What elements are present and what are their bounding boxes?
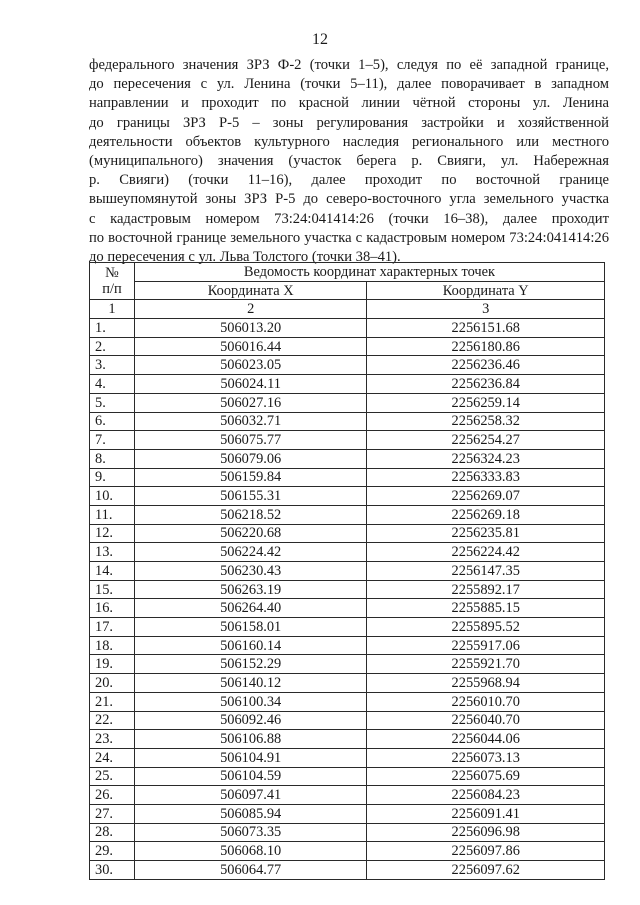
row-number-cell: 21. (90, 692, 135, 711)
row-number-cell: 12. (90, 524, 135, 543)
row-number-cell: 17. (90, 618, 135, 637)
row-number-cell: 29. (90, 842, 135, 861)
coordinate-y-cell: 2256180.86 (367, 337, 605, 356)
coordinate-y-cell: 2255921.70 (367, 655, 605, 674)
table-column-header-row (90, 281, 605, 300)
table-title-row (90, 263, 605, 282)
coordinate-x-cell: 506224.42 (134, 543, 367, 562)
coordinate-x-cell: 506073.35 (134, 823, 367, 842)
coordinate-x-cell: 506032.71 (134, 412, 367, 431)
coordinate-y-cell: 2256258.32 (367, 412, 605, 431)
row-number-cell: 26. (90, 786, 135, 805)
coordinate-x-cell: 506264.40 (134, 599, 367, 618)
table-row (90, 562, 605, 581)
table-row (90, 804, 605, 823)
table-row (90, 487, 605, 506)
table-row (90, 655, 605, 674)
coordinate-x-cell: 506106.88 (134, 730, 367, 749)
table-row (90, 543, 605, 562)
coordinate-y-cell: 2256254.27 (367, 431, 605, 450)
coordinate-x-cell: 506016.44 (134, 337, 367, 356)
coordinate-x-cell: 506218.52 (134, 505, 367, 524)
coordinate-x-cell: 506027.16 (134, 393, 367, 412)
row-number-cell: 2. (90, 337, 135, 356)
paragraph-line: до пересечения с ул. Льва Толстого (точки 38–41). (89, 249, 401, 266)
paragraph-line: федерального значения ЗРЗ Ф-2 (точки 1–5), следуя по её западной границе, (89, 57, 609, 73)
row-number-cell: 6. (90, 412, 135, 431)
table-row (90, 786, 605, 805)
coordinate-y-cell: 2255895.52 (367, 618, 605, 637)
table-title: Ведомость координат характерных точек (134, 263, 604, 282)
paragraph-line: до пересечения с ул. Ленина (точки 5–11), далее поворачивает в западном (89, 76, 609, 93)
coordinate-x-cell: 506159.84 (134, 468, 367, 487)
coordinate-x-cell: 506064.77 (134, 861, 367, 880)
coordinate-x-cell: 506097.41 (134, 786, 367, 805)
table-row (90, 599, 605, 618)
table-row (90, 711, 605, 730)
coordinate-y-cell: 2256073.13 (367, 748, 605, 767)
row-number-cell: 14. (90, 562, 135, 581)
coordinate-y-cell: 2256224.42 (367, 543, 605, 562)
paragraph-line: вышеупомянутой зоны ЗРЗ Р-5 до северо-восточного угла земельного участка (89, 191, 609, 208)
coordinate-x-cell: 506230.43 (134, 562, 367, 581)
coordinate-x-cell: 506104.91 (134, 748, 367, 767)
page-number: 12 (312, 31, 328, 48)
table-row (90, 861, 605, 880)
row-number-cell: 9. (90, 468, 135, 487)
coordinate-y-cell: 2256236.84 (367, 375, 605, 394)
coordinate-y-cell: 2256075.69 (367, 767, 605, 786)
coordinate-y-cell: 2255885.15 (367, 599, 605, 618)
table-row (90, 412, 605, 431)
table-index-row (90, 300, 605, 319)
coordinate-x-cell: 506160.14 (134, 636, 367, 655)
coordinate-x-cell: 506155.31 (134, 487, 367, 506)
paragraph-line: деятельности объектов культурного наследия регионального или местного (89, 133, 609, 150)
coordinate-x-cell: 506140.12 (134, 674, 367, 693)
row-number-cell: 27. (90, 804, 135, 823)
coordinate-y-cell: 2256269.18 (367, 505, 605, 524)
coordinate-y-cell: 2255917.06 (367, 636, 605, 655)
row-number-cell: 1. (90, 319, 135, 338)
table-row (90, 618, 605, 637)
row-number-cell: 5. (90, 393, 135, 412)
row-number-cell: 22. (90, 711, 135, 730)
index-cell: 3 (367, 300, 605, 319)
header-coordinate-y: Координата Y (367, 281, 605, 300)
coordinate-y-cell: 2256010.70 (367, 692, 605, 711)
header-num (90, 263, 135, 300)
row-number-cell: 8. (90, 449, 135, 468)
table-row (90, 767, 605, 786)
table-row (90, 748, 605, 767)
coordinate-y-cell: 2256096.98 (367, 823, 605, 842)
coordinate-y-cell: 2256044.06 (367, 730, 605, 749)
coordinate-x-cell: 506079.06 (134, 449, 367, 468)
coordinate-x-cell: 506085.94 (134, 804, 367, 823)
coordinate-x-cell: 506220.68 (134, 524, 367, 543)
table-row (90, 730, 605, 749)
coordinate-x-cell: 506092.46 (134, 711, 367, 730)
coordinate-y-cell: 2256269.07 (367, 487, 605, 506)
header-num-label: п/п (102, 281, 122, 298)
row-number-cell: 13. (90, 543, 135, 562)
table-row (90, 449, 605, 468)
coordinate-y-cell: 2256324.23 (367, 449, 605, 468)
row-number-cell: 3. (90, 356, 135, 375)
coordinate-x-cell: 506013.20 (134, 319, 367, 338)
row-number-cell: 16. (90, 599, 135, 618)
table-row (90, 356, 605, 375)
row-number-cell: 24. (90, 748, 135, 767)
row-number-cell: 15. (90, 580, 135, 599)
coordinate-x-cell: 506104.59 (134, 767, 367, 786)
coordinate-x-cell: 506068.10 (134, 842, 367, 861)
coordinate-x-cell: 506263.19 (134, 580, 367, 599)
paragraph-line: с кадастровым номером 73:24:041414:26 (точки 16–38), далее проходит (89, 210, 609, 227)
paragraph-line: по восточной границе земельного участка с кадастровым номером 73:24:041414:26 (89, 229, 609, 246)
paragraph-line: р. Свияги) (точки 11–16), далее проходит по восточной границе (89, 172, 609, 189)
header-coordinate-x: Координата X (134, 281, 367, 300)
table-body (90, 319, 605, 880)
row-number-cell: 4. (90, 375, 135, 394)
table-row (90, 337, 605, 356)
row-number-cell: 20. (90, 674, 135, 693)
coordinate-x-cell: 506023.05 (134, 356, 367, 375)
table-row (90, 319, 605, 338)
index-cell: 1 (90, 300, 135, 319)
table-row (90, 842, 605, 861)
row-number-cell: 28. (90, 823, 135, 842)
row-number-cell: 11. (90, 505, 135, 524)
coordinate-y-cell: 2256235.81 (367, 524, 605, 543)
paragraph-line: до границы ЗРЗ Р-5 – зоны регулирования застройки и хозяйственной (89, 114, 609, 131)
coordinate-y-cell: 2256097.62 (367, 861, 605, 880)
table-row (90, 468, 605, 487)
paragraph-line: (муниципального) значения (участок берега р. Свияги, ул. Набережная (89, 153, 609, 170)
table-row (90, 375, 605, 394)
coordinate-y-cell: 2256097.86 (367, 842, 605, 861)
row-number-cell: 25. (90, 767, 135, 786)
coordinate-y-cell: 2256040.70 (367, 711, 605, 730)
coordinate-x-cell: 506024.11 (134, 375, 367, 394)
table-row (90, 580, 605, 599)
coordinate-y-cell: 2255968.94 (367, 674, 605, 693)
row-number-cell: 10. (90, 487, 135, 506)
table-row (90, 431, 605, 450)
coordinates-table (89, 262, 605, 880)
coordinate-x-cell: 506075.77 (134, 431, 367, 450)
row-number-cell: 19. (90, 655, 135, 674)
table-row (90, 674, 605, 693)
header-num-sign: № (105, 265, 119, 282)
coordinate-y-cell: 2256259.14 (367, 393, 605, 412)
paragraph-line: направлении и проходит по красной линии чётной стороны ул. Ленина (89, 95, 609, 112)
coordinate-y-cell: 2256091.41 (367, 804, 605, 823)
coordinate-y-cell: 2256333.83 (367, 468, 605, 487)
table-row (90, 692, 605, 711)
row-number-cell: 18. (90, 636, 135, 655)
table-row (90, 505, 605, 524)
index-cell: 2 (134, 300, 367, 319)
coordinate-x-cell: 506158.01 (134, 618, 367, 637)
table-row (90, 823, 605, 842)
table-row (90, 393, 605, 412)
coordinate-y-cell: 2256151.68 (367, 319, 605, 338)
coordinate-y-cell: 2256147.35 (367, 562, 605, 581)
row-number-cell: 7. (90, 431, 135, 450)
row-number-cell: 23. (90, 730, 135, 749)
coordinate-y-cell: 2256236.46 (367, 356, 605, 375)
coordinate-x-cell: 506100.34 (134, 692, 367, 711)
coordinate-y-cell: 2256084.23 (367, 786, 605, 805)
row-number-cell: 30. (90, 861, 135, 880)
table-row (90, 636, 605, 655)
table-row (90, 524, 605, 543)
body-paragraph (89, 56, 609, 267)
coordinate-y-cell: 2255892.17 (367, 580, 605, 599)
coordinate-x-cell: 506152.29 (134, 655, 367, 674)
